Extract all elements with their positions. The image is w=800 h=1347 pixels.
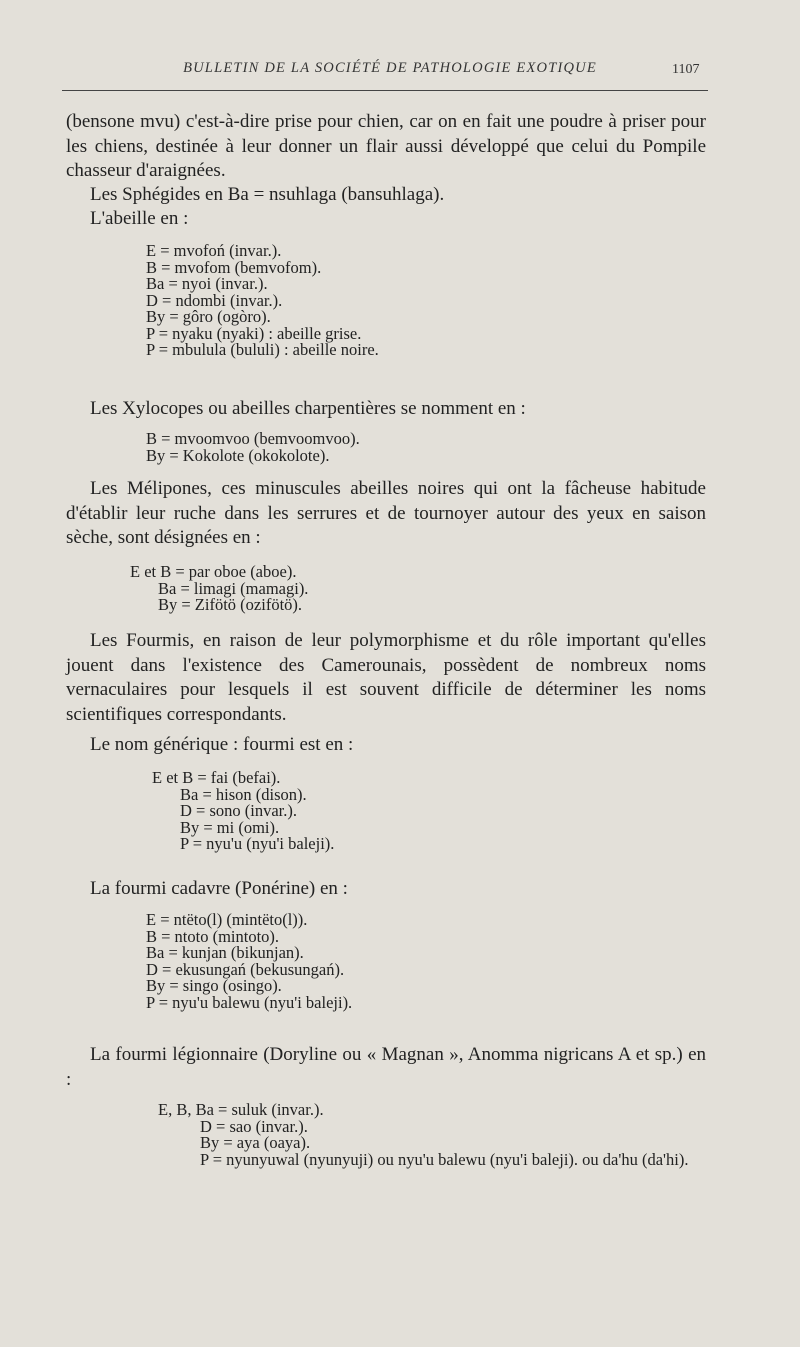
list-item: B = ntoto (mintoto). bbox=[146, 926, 280, 946]
paragraph-bensone: (bensone mvu) c'est-à-dire prise pour chien, car on en fait une poudre à priser pour les chiens, destinée à leur donner un flair aussi développé que celui du Pompile chasseur d'araignées. bbox=[66, 111, 706, 181]
list-fourmi bbox=[152, 770, 334, 853]
list-item: E, B, Ba = suluk (invar.). bbox=[158, 1100, 324, 1119]
list-item: By = Zifötö (ozifötö). bbox=[158, 595, 303, 614]
list-item: Ba = limagi (mamagi). bbox=[158, 578, 309, 598]
list-item: Ba = kunjan (bikunjan). bbox=[146, 943, 304, 962]
list-item: E = ntëto(l) (mintëto(l)). bbox=[146, 910, 308, 929]
paragraph-nom-generique: Le nom générique : fourmi est en : bbox=[90, 734, 354, 755]
list-item: D = ndombi (invar.). bbox=[146, 290, 283, 310]
paragraph-xylocopes: Les Xylocopes ou abeilles charpentières se nomment en : bbox=[90, 398, 526, 419]
header-rule bbox=[62, 90, 708, 91]
list-item: D = sono (invar.). bbox=[180, 801, 297, 820]
list-melipones bbox=[130, 564, 308, 614]
list-item: B = mvoomvoo (bemvoomvoo). bbox=[146, 429, 360, 448]
list-item: By = gôro (ogòro). bbox=[146, 307, 271, 326]
list-item: By = singo (osingo). bbox=[146, 976, 282, 995]
list-item: P = nyunyuwal (nyunyuji) ou nyu'u balewu (nyu'i baleji). ou da'hu (da'hi). bbox=[200, 1149, 689, 1169]
list-item: Ba = nyoi (invar.). bbox=[146, 274, 268, 293]
paragraph-abeille-heading: L'abeille en : bbox=[90, 208, 189, 229]
list-abeille bbox=[146, 243, 379, 359]
paragraph-melipones: Les Mélipones, ces minuscules abeilles noires qui ont la fâcheuse habitude d'établir leur ruche dans les serrures et de tournoyer autour des yeux en saison sèche, sont désignées en : bbox=[66, 478, 706, 548]
list-legionnaire bbox=[158, 1102, 700, 1168]
list-item: By = Kokolote (okokolote). bbox=[146, 445, 330, 465]
paragraph-fourmi-cadavre: La fourmi cadavre (Ponérine) en : bbox=[90, 878, 348, 899]
list-item: By = aya (oaya). bbox=[200, 1133, 311, 1152]
list-item: P = nyaku (nyaki) : abeille grise. bbox=[146, 323, 362, 343]
list-item: D = sao (invar.). bbox=[200, 1116, 308, 1136]
paragraph-sphegides: Les Sphégides en Ba = nsuhlaga (bansuhlaga). bbox=[90, 184, 445, 205]
running-header: BULLETIN DE LA SOCIÉTÉ DE PATHOLOGIE EXOTIQUE bbox=[183, 60, 597, 76]
list-item: D = ekusungań (bekusungań). bbox=[146, 959, 345, 979]
list-item: E = mvofoń (invar.). bbox=[146, 241, 282, 260]
list-item: P = nyu'u balewu (nyu'i baleji). bbox=[146, 992, 353, 1012]
list-item: P = nyu'u (nyu'i baleji). bbox=[180, 834, 335, 853]
list-item: By = mi (omi). bbox=[180, 817, 280, 837]
paragraph-fourmis: Les Fourmis, en raison de leur polymorphisme et du rôle important qu'elles jouent dans l'existence des Camerounais, possèdent de nombreux noms vernaculaires pour lesquels il est souvent difficile de déterminer les noms scientifiques correspondants. bbox=[66, 630, 706, 725]
list-item: B = mvofom (bemvofom). bbox=[146, 257, 322, 277]
list-xylocopes bbox=[146, 431, 360, 464]
list-item: Ba = hison (dison). bbox=[180, 784, 307, 804]
list-cadavre bbox=[146, 912, 352, 1011]
list-item: E et B = fai (befai). bbox=[152, 768, 281, 787]
paragraph-legionnaire: La fourmi légionnaire (Doryline ou « Magnan », Anomma nigricans A et sp.) en : bbox=[66, 1044, 706, 1090]
page-number: 1107 bbox=[672, 62, 700, 77]
list-item: E et B = par oboe (aboe). bbox=[130, 562, 297, 581]
list-item: P = mbulula (bululi) : abeille noire. bbox=[146, 340, 379, 359]
